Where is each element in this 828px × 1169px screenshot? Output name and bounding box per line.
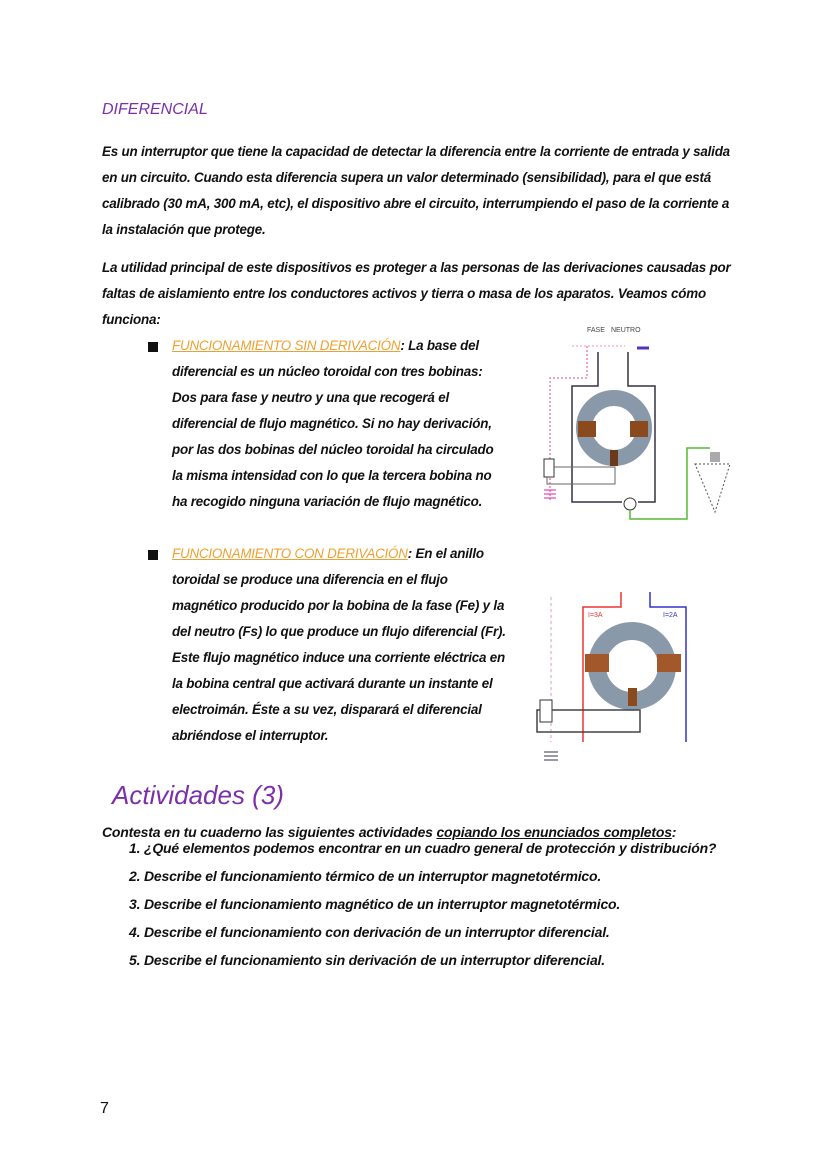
section-heading: DIFERENCIAL [102,101,208,118]
diagram-con-derivacion [525,592,695,772]
intro-underlined: copiando los enunciados completos [436,824,672,840]
bullet-con-derivacion [172,541,507,749]
intro-end: : [671,824,677,840]
sin-derivacion-text: : La base del diferencial es un núcleo toroidal con tres bobinas: Dos para fase y neutro y una que recogerá el diferencial de flujo magnético. Si no hay derivación, por las dos bobinas del núcleo toroidal ha circulado la misma intensidad con lo que la tercera bobina no ha recogido ninguna variación de flujo magnético. [172,338,494,509]
bullet-marker [148,550,158,560]
list-item: 2. Describe el funcionamiento térmico de un interruptor magnetotérmico. [144,862,716,890]
con-derivacion-text: : En el anillo toroidal se produce una diferencia en el flujo magnético producido por la bobina de la fase (Fe) y la del neutro (Fs) lo que produce un flujo diferencial (Fr). Este flujo magnético induce una corriente eléctrica en la bobina central que activará durante un instante el electroimán. Éste a su vez, disparará el diferencial abriéndose el interruptor. [172,546,506,743]
label-current-fase: I=3A [588,612,603,619]
list-item: 1. ¿Qué elementos podemos encontrar en un cuadro general de protección y distribución? [144,834,716,862]
bullet-sin-derivacion [172,333,507,515]
list-item: 3. Describe el funcionamiento magnético de un interruptor magnetotérmico. [144,890,716,918]
label-current-neutro: I=2A [663,612,678,619]
label-neutro: NEUTRO [611,327,641,334]
sin-derivacion-title: FUNCIONAMIENTO SIN DERIVACIÓN [172,338,401,353]
bullet-marker [148,342,158,352]
paragraph-definition: Es un interruptor que tiene la capacidad de detectar la diferencia entre la corriente de entrada y salida en un circuito. Cuando esta diferencia supera un valor determinado (sensibilidad), para el que está calibrado (30 mA, 300 mA, etc), el dispositivo abre el circuito, interrumpiendo el paso de la corriente a la instalación que protege. [102,144,730,237]
diagram-sin-derivacion [530,322,750,522]
paragraph-utility: La utilidad principal de este dispositivos es proteger a las personas de las derivaciones causadas por faltas de aislamiento entre los conductores activos y tierra o masa de los aparatos. Veamos cómo funciona: [102,260,731,327]
page-number: 7 [100,1100,109,1117]
label-fase: FASE [587,327,605,334]
activities-heading: Actividades (3) [112,780,284,810]
list-item: 5. Describe el funcionamiento sin derivación de un interruptor diferencial. [144,946,716,974]
intro-text: Contesta en tu cuaderno las siguientes actividades [102,824,437,840]
activities-list [104,834,716,974]
list-item: 4. Describe el funcionamiento con derivación de un interruptor diferencial. [144,918,716,946]
con-derivacion-title: FUNCIONAMIENTO CON DERIVACIÓN [172,546,408,561]
